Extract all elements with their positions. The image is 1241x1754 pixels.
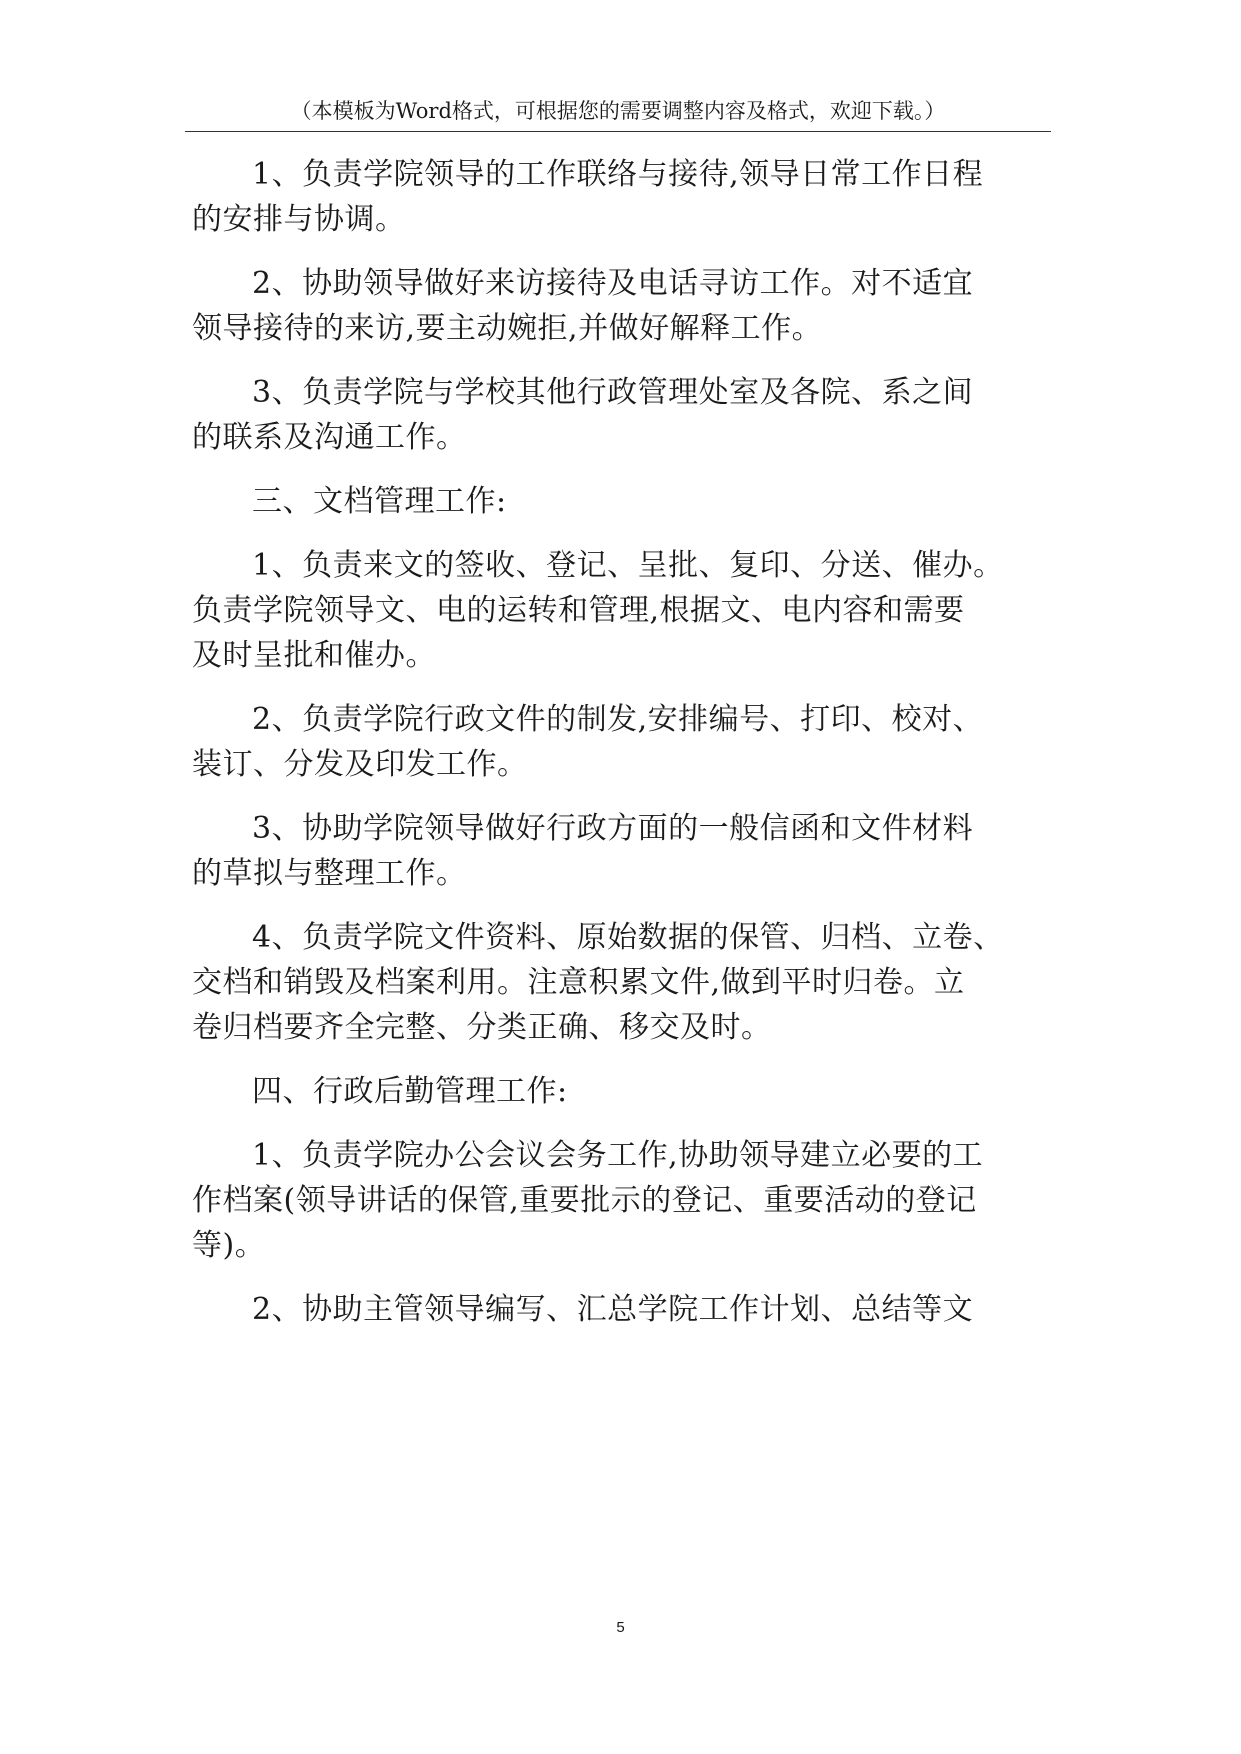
text-line: 及时呈批和催办。: [192, 638, 436, 673]
template-notice: （本模板为Word格式，可根据您的需要调整内容及格式，欢迎下载。）: [290, 99, 946, 123]
paragraph-8: [192, 1133, 1072, 1268]
page-number: 5: [616, 1619, 625, 1636]
paragraph-9: [192, 1287, 1072, 1332]
text-line: 1、负责学院领导的工作联络与接待,领导日常工作日程: [252, 157, 984, 192]
text-line: 作档案(领导讲话的保管,重要批示的登记、重要活动的登记: [192, 1183, 977, 1218]
section-heading-documents: [192, 479, 1072, 524]
text-line: 等)。: [192, 1228, 266, 1263]
paragraph-2: [192, 261, 1072, 351]
paragraph-4: [192, 543, 1072, 678]
document-body: [192, 152, 1072, 1332]
header-divider: [185, 131, 1051, 132]
text-line: 2、协助主管领导编写、汇总学院工作计划、总结等文: [252, 1292, 974, 1327]
text-line: 领导接待的来访,要主动婉拒,并做好解释工作。: [192, 311, 823, 346]
text-line: 3、负责学院与学校其他行政管理处室及各院、系之间: [252, 375, 974, 410]
paragraph-5: [192, 697, 1072, 787]
text-line: 2、负责学院行政文件的制发,安排编号、打印、校对、: [252, 702, 984, 737]
text-line: 4、负责学院文件资料、原始数据的保管、归档、立卷、: [252, 920, 1004, 955]
paragraph-3: [192, 370, 1072, 460]
section-heading-logistics: [192, 1069, 1072, 1114]
text-line: 三、文档管理工作:: [252, 484, 507, 519]
text-line: 的草拟与整理工作。: [192, 856, 467, 891]
text-line: 四、行政后勤管理工作:: [252, 1074, 568, 1109]
paragraph-6: [192, 806, 1072, 896]
text-line: 1、负责来文的签收、登记、呈批、复印、分送、催办。: [252, 548, 1004, 583]
text-line: 3、协助学院领导做好行政方面的一般信函和文件材料: [252, 811, 974, 846]
paragraph-7: [192, 915, 1072, 1050]
text-line: 卷归档要齐全完整、分类正确、移交及时。: [192, 1010, 772, 1045]
text-line: 负责学院领导文、电的运转和管理,根据文、电内容和需要: [192, 593, 965, 628]
text-line: 的安排与协调。: [192, 202, 406, 237]
text-line: 2、协助领导做好来访接待及电话寻访工作。对不适宜: [252, 266, 974, 301]
paragraph-1: [192, 152, 1072, 242]
text-line: 的联系及沟通工作。: [192, 420, 467, 455]
text-line: 装订、分发及印发工作。: [192, 747, 528, 782]
text-line: 交档和销毁及档案利用。注意积累文件,做到平时归卷。立: [192, 965, 965, 1000]
text-line: 1、负责学院办公会议会务工作,协助领导建立必要的工: [252, 1138, 984, 1173]
